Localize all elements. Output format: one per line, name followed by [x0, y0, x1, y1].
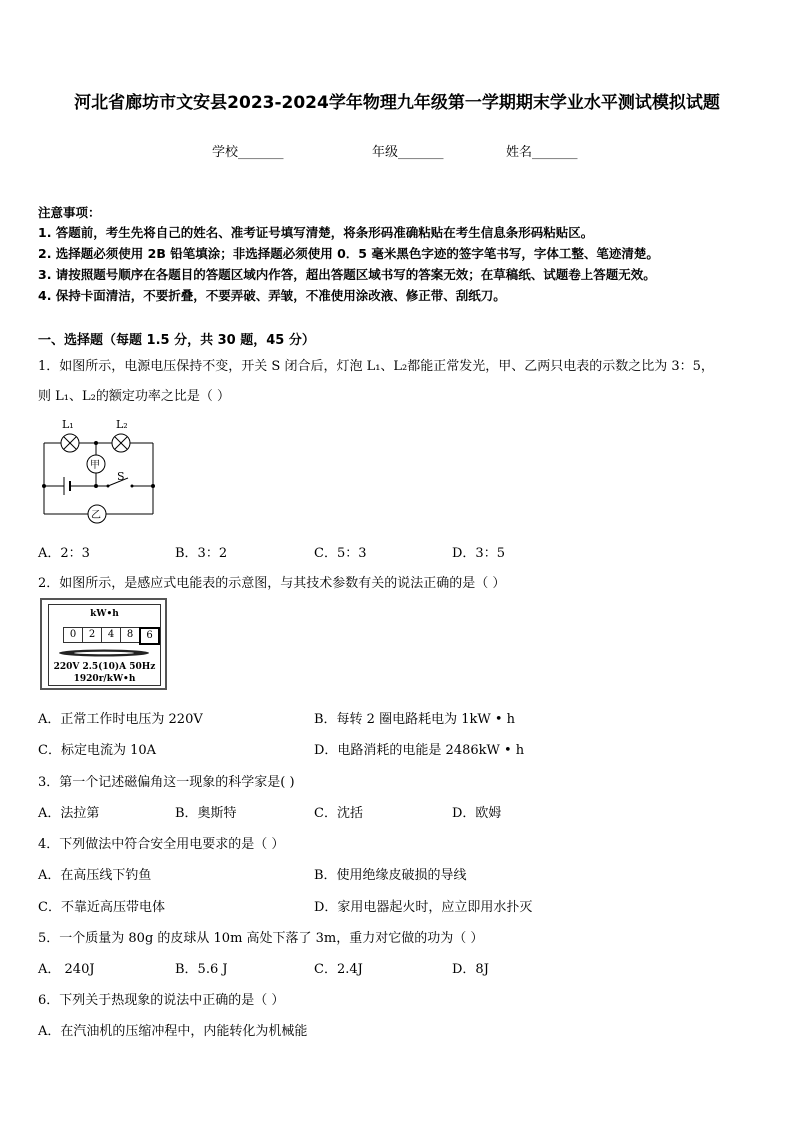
page-title: 河北省廊坊市文安县2023-2024学年物理九年级第一学期期末学业水平测试模拟试题 — [74, 93, 720, 113]
note-item: 3. 请按照题号顺序在各题目的答题区域内作答，超出答题区域书写的答案无效；在草稿纸、试题卷上答题无效。 — [38, 267, 656, 282]
q2-stem: 2．如图所示，是感应式电能表的示意图，与其技术参数有关的说法正确的是（ ） — [38, 576, 506, 591]
label-jia: 甲 — [90, 460, 100, 471]
q5-stem: 5．一个质量为 80g 的皮球从 10m 高处下落了 3m，重力对它做的功为（ ） — [38, 931, 484, 946]
notes-heading: 注意事项： — [38, 205, 101, 220]
q1-option-d: D．3：5 — [452, 546, 505, 561]
q6-option-a: A．在汽油机的压缩冲程中，内能转化为机械能 — [38, 1024, 308, 1039]
meter-disc-icon — [57, 647, 152, 659]
q1-stem-cont: 则 L₁、L₂的额定功率之比是（ ） — [38, 389, 230, 404]
label-s: S — [117, 470, 125, 483]
meter-digit: 4 — [101, 627, 121, 643]
q4-stem: 4．下列做法中符合安全用电要求的是（ ） — [38, 837, 285, 852]
meter-unit: kW•h — [90, 609, 119, 619]
q3-option-c: C．沈括 — [314, 806, 363, 821]
meter-spec: 1920r/kW•h — [73, 674, 136, 684]
meter-digit: 0 — [63, 627, 83, 643]
q5-option-d: D．8J — [452, 962, 489, 977]
label-yi: 乙 — [91, 510, 101, 521]
q1-option-b: B．3：2 — [175, 546, 228, 561]
q3-option-b: B．奥斯特 — [175, 806, 237, 821]
label-l1: L₁ — [62, 418, 74, 431]
q6-stem: 6．下列关于热现象的说法中正确的是（ ） — [38, 993, 285, 1008]
meter-spec: 220V 2.5(10)A 50Hz — [53, 662, 156, 672]
q5-option-a: A． 240J — [38, 962, 95, 977]
label-l2: L₂ — [116, 418, 128, 431]
q4-option-a: A．在高压线下钓鱼 — [38, 868, 152, 883]
q1-stem: 1．如图所示，电源电压保持不变，开关 S 闭合后，灯泡 L₁、L₂都能正常发光，甲、乙两只电表的示数之比为 3：5， — [38, 359, 714, 374]
energy-meter-image — [40, 598, 167, 690]
q5-option-c: C．2.4J — [314, 962, 363, 977]
note-item: 4. 保持卡面清洁，不要折叠，不要弄破、弄皱，不准使用涂改液、修正带、刮纸刀。 — [38, 288, 506, 303]
q2-option-b: B．每转 2 圈电路耗电为 1kW • h — [314, 712, 516, 727]
q3-stem: 3．第一个记述磁偏角这一现象的科学家是( ) — [38, 775, 295, 790]
circuit-diagram — [36, 414, 160, 524]
note-item: 2. 选择题必须使用 2B 铅笔填涂；非选择题必须使用 0．5 毫米黑色字迹的签字笔书写，字体工整、笔迹清楚。 — [38, 246, 659, 261]
q2-option-a: A．正常工作时电压为 220V — [38, 712, 203, 727]
meter-digit: 8 — [120, 627, 140, 643]
q3-option-a: A．法拉第 — [38, 806, 100, 821]
note-item: 1. 答题前，考生先将自己的姓名、准考证号填写清楚，将条形码准确粘贴在考生信息条形码粘贴区。 — [38, 225, 594, 240]
q5-option-b: B．5.6 J — [175, 962, 228, 977]
q1-option-c: C．5：3 — [314, 546, 367, 561]
meter-digit: 6 — [139, 627, 160, 645]
meter-digits — [63, 627, 159, 645]
school-field: 学校_______ — [212, 145, 284, 160]
q3-option-d: D．欧姆 — [452, 806, 502, 821]
q4-option-d: D．家用电器起火时，应立即用水扑灭 — [314, 900, 533, 915]
q4-option-b: B．使用绝缘皮破损的导线 — [314, 868, 467, 883]
meter-digit: 2 — [82, 627, 102, 643]
q1-option-a: A．2：3 — [38, 546, 90, 561]
name-field: 姓名_______ — [506, 145, 578, 160]
q2-option-d: D．电路消耗的电能是 2486kW • h — [314, 743, 525, 758]
q4-option-c: C．不靠近高压带电体 — [38, 900, 165, 915]
section-heading: 一、选择题（每题 1.5 分，共 30 题，45 分） — [38, 333, 315, 348]
q2-option-c: C．标定电流为 10A — [38, 743, 157, 758]
grade-field: 年级_______ — [372, 145, 444, 160]
